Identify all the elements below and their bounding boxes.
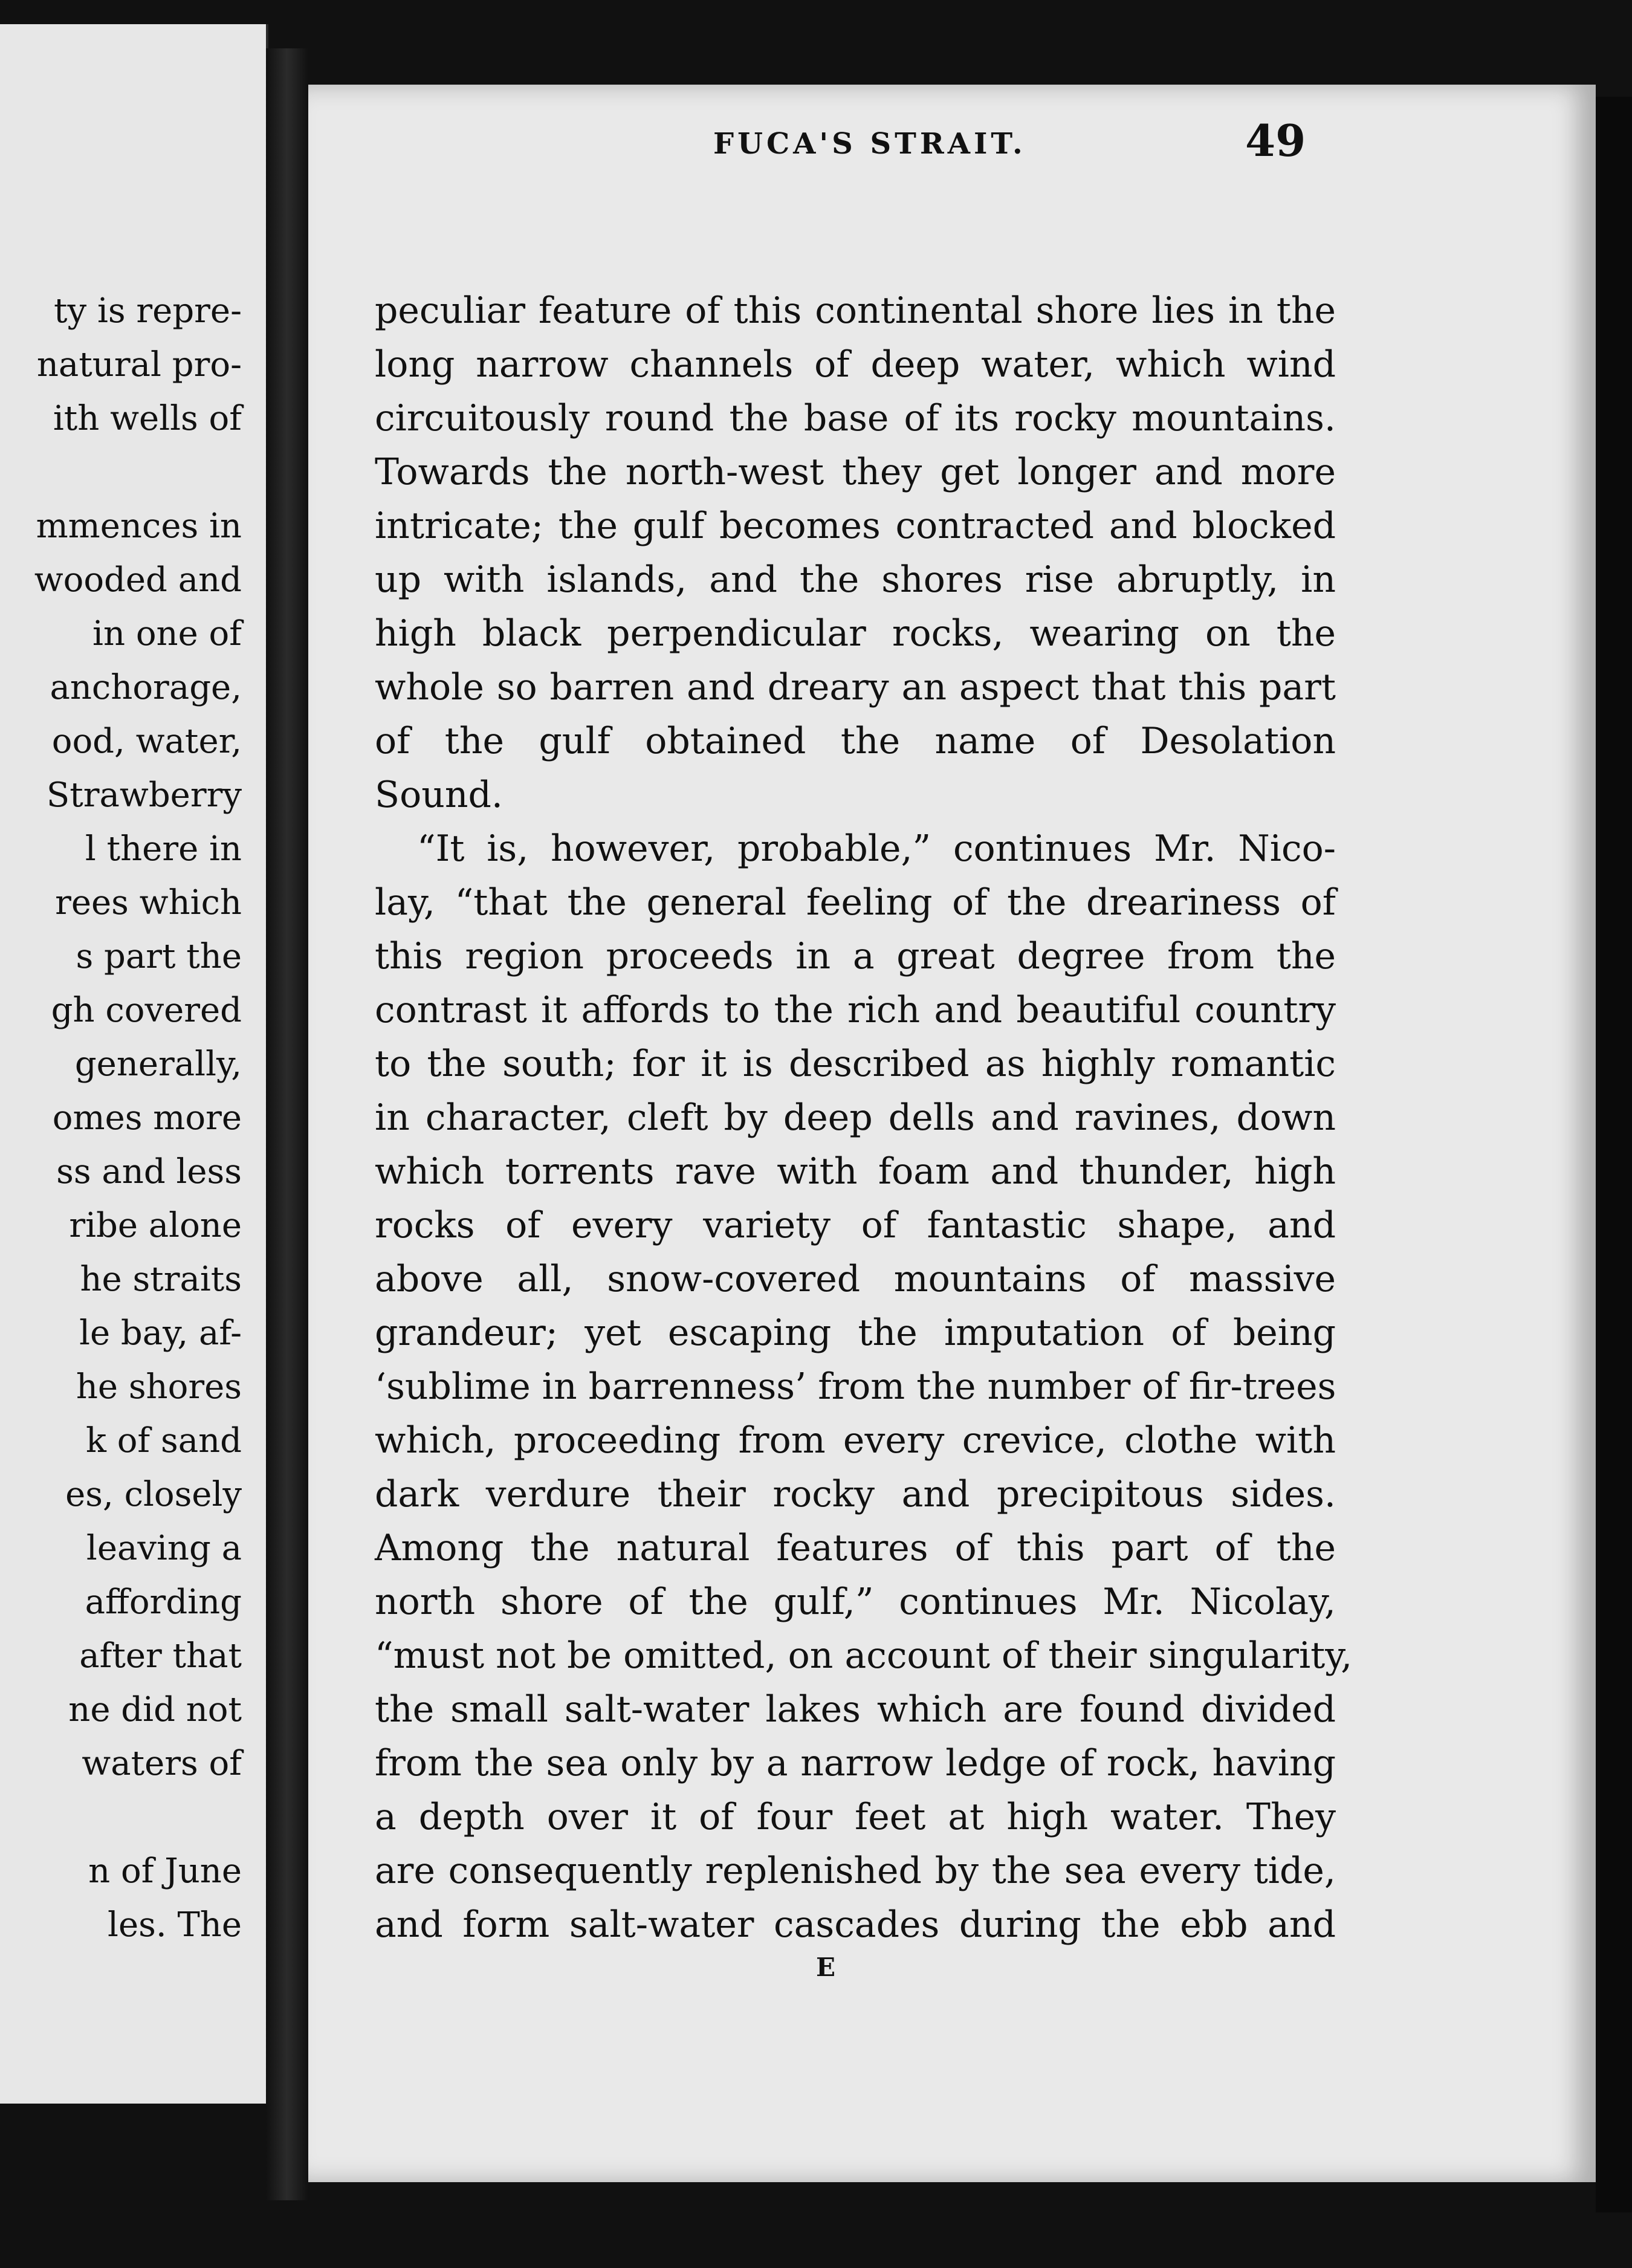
text-line: to the south; for it is described as highly romantic — [375, 1043, 1336, 1085]
text-line: high black perpendicular rocks, wearing on the — [375, 612, 1336, 655]
text-line: of the gulf obtained the name of Desolation — [375, 720, 1336, 762]
text-line: a depth over it of four feet at high water. They — [375, 1796, 1336, 1838]
left-page-text-fragment: ty is repre- — [54, 291, 242, 331]
left-page — [0, 24, 268, 2104]
left-page-text-fragment: anchorage, — [50, 668, 242, 707]
left-page-text-fragment: le bay, af- — [79, 1314, 242, 1353]
page-number: 49 — [1245, 115, 1306, 166]
text-line: circuitously round the base of its rocky mountains. — [375, 397, 1336, 439]
left-page-text-fragment: affording — [85, 1583, 242, 1622]
left-page-text-fragment: generally, — [74, 1045, 242, 1084]
text-line: intricate; the gulf becomes contracted and blocked — [375, 505, 1336, 547]
text-line: long narrow channels of deep water, which wind — [375, 343, 1336, 386]
left-page-text-fragment: leaving a — [86, 1529, 242, 1568]
text-line: the small salt-water lakes which are found divided — [375, 1688, 1336, 1731]
left-page-text-fragment: after that — [79, 1636, 242, 1676]
left-page-text-fragment: l there in — [85, 829, 242, 869]
left-page-text-fragment: ood, water, — [51, 722, 242, 761]
left-page-text-fragment: ith wells of — [53, 399, 242, 438]
text-line: above all, snow-covered mountains of massive — [375, 1258, 1336, 1300]
left-page-text-fragment: he straits — [80, 1260, 242, 1299]
text-line: are consequently replenished by the sea every tide, — [375, 1850, 1336, 1892]
left-page-text-fragment: n of June — [88, 1852, 242, 1891]
text-line: contrast it affords to the rich and beautiful country — [375, 989, 1336, 1031]
left-page-text-fragment: es, closely — [65, 1475, 242, 1514]
left-page-text-fragment: natural pro- — [36, 345, 242, 384]
text-line: Among the natural features of this part of the — [375, 1527, 1336, 1569]
left-page-text-fragment: ne did not — [68, 1690, 242, 1729]
left-page-text-fragment: omes more — [52, 1098, 242, 1138]
left-page-text-fragment: waters of — [82, 1744, 242, 1783]
text-line: up with islands, and the shores rise abruptly, in — [375, 559, 1336, 601]
text-line: in character, cleft by deep dells and ravines, down — [375, 1097, 1336, 1139]
text-line: Sound. — [375, 774, 503, 816]
left-page-text-fragment: mmences in — [36, 507, 242, 546]
text-line: which torrents rave with foam and thunder, high — [375, 1150, 1336, 1193]
running-header: FUCA'S STRAIT. — [713, 127, 1026, 161]
right-edge-shadow — [1596, 97, 1632, 2212]
text-line: this region proceeds in a great degree from the — [375, 935, 1336, 977]
left-page-text-fragment: ss and less — [56, 1152, 242, 1191]
left-page-text-fragment: s part the — [76, 937, 242, 976]
left-page-text-fragment: ribe alone — [69, 1206, 242, 1245]
left-page-text-fragment: les. The — [108, 1905, 242, 1945]
text-line: peculiar feature of this continental shore lies in the — [375, 290, 1336, 332]
text-line: north shore of the gulf,” continues Mr. Nicolay, — [375, 1581, 1336, 1623]
text-line: lay, “that the general feeling of the dreariness of — [375, 881, 1336, 924]
text-line: and form salt-water cascades during the ebb and — [375, 1904, 1336, 1946]
text-line: whole so barren and dreary an aspect that this part — [375, 666, 1336, 708]
text-line: rocks of every variety of fantastic shape, and — [375, 1204, 1336, 1246]
left-page-text-fragment: Strawberry — [46, 776, 242, 815]
left-page-text-fragment: wooded and — [34, 560, 242, 600]
left-page-text-fragment: gh covered — [51, 991, 242, 1030]
text-line: Towards the north-west they get longer and more — [375, 451, 1336, 493]
text-line: ‘sublime in barrenness’ from the number of fir-trees — [375, 1366, 1336, 1408]
text-line: dark verdure their rocky and precipitous sides. — [375, 1473, 1336, 1515]
left-page-text-fragment: rees which — [55, 883, 242, 922]
text-line: from the sea only by a narrow ledge of rock, having — [375, 1742, 1336, 1784]
main-text-block — [375, 284, 1353, 1952]
signature-mark: E — [816, 1952, 836, 1982]
text-line: “must not be omitted, on account of their singularity, — [375, 1635, 1353, 1677]
text-line: grandeur; yet escaping the imputation of being — [375, 1312, 1336, 1354]
left-page-text-fragment: k of sand — [85, 1421, 242, 1460]
left-page-text-fragment: in one of — [92, 614, 242, 653]
left-page-text-fragment: he shores — [76, 1367, 242, 1407]
book-gutter — [266, 48, 308, 2200]
text-line: which, proceeding from every crevice, clothe with — [375, 1419, 1336, 1462]
text-line: “It is, however, probable,” continues Mr. Nico- — [417, 828, 1336, 870]
